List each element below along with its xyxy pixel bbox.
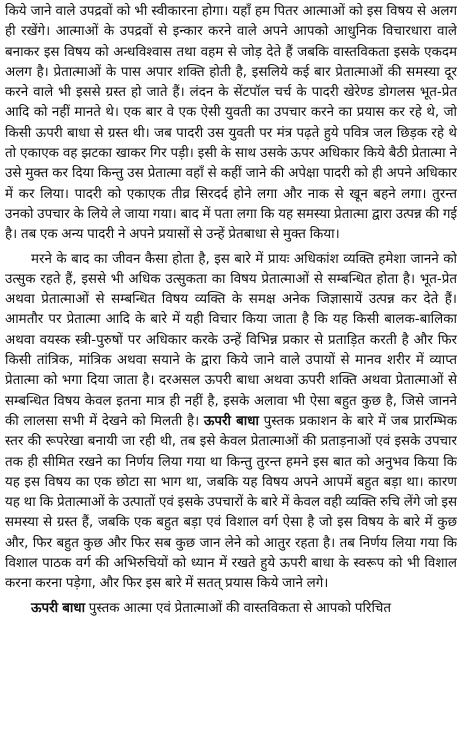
paragraph-3 <box>5 599 457 619</box>
book-page <box>5 2 457 733</box>
paragraph-1 <box>5 2 457 246</box>
paragraph-2 <box>5 250 457 595</box>
book-title-upari-badha: ऊपरी बाधा <box>203 413 259 429</box>
book-title-upari-badha-2: ऊपरी बाधा <box>31 600 86 616</box>
paragraph-1-text: किये जाने वाले उपद्रवों को भी स्वीकारना होगा। यहाँ हम पितर आत्माओं को इस विषय से अलग ही रखेंगे। आत्माओं के उपद्रवों से इन्कार करने वाले अपने आपको आधुनिक विचारधारा वाले बनाकर इस विषय को अन्धविश्वास तथा वहम से जोड़ देते हैं जबकि वास्तविकता इसके एकदम अलग है। प्रेतात्माओं के पास अपार शक्ति होती है, इसलिये कई बार प्रेतात्माओं की समस्या दूर करने वाले भी इससे ग्रस्त हो जाते हैं। लंदन के सेंटपॉल चर्च के पादरी खेरेण्ड डोगलस भूत-प्रेत आदि को नहीं मानते थे। एक बार वे एक ऐसी युवती का उपचार करने का प्रयास कर रहे थे, जो किसी ऊपरी बाधा से ग्रस्त थी। जब पादरी उस युवती पर मंत्र पढ़ते हुये पवित्र जल छिड़क रहे थे तो एकाएक वह झटका खाकर गिर पड़ी। इसी के साथ उसके ऊपर अधिकार किये बैठी प्रेतात्मा ने उसे मुक्त कर दिया किन्तु उस प्रेतात्मा वहाँ से कहीं जाने की अपेक्षा पादरी को ही अपने अधिकार में कर लिया। पादरी को एकाएक तीव्र सिरदर्द होने लगा और नाक से खून बहने लगा। तुरन्त उनको उपचार के लिये ले जाया गया। बाद में पता लगा कि यह समस्या प्रेतात्मा द्वारा उत्पन्न की गई है। तब एक अन्य पादरी ने अपने प्रयासों से उन्हें प्रेतबाधा से मुक्त किया। <box>5 4 457 243</box>
paragraph-2-text-b: पुस्तक प्रकाशन के बारे में जब प्रारम्भिक स्तर की रूपरेखा बनायी जा रही थी, तब इसे केवल प्रेतात्माओं की प्रताड़नाओं एवं इसके उपचार तक ही सीमित रखने का निर्णय लिया गया था किन्तु तुरन्त हमने इस बात को अनुभव किया कि यह इस विषय का एक छोटा सा भाग था, जबकि यह विषय अपने आपमें बहुत बड़ा था। कारण यह था कि प्रेतात्माओं के उत्पातों एवं इसके उपचारों के बारे में केवल वही व्यक्ति रुचि लेंगे जो इस समस्या से ग्रस्त हैं, जबकि एक बहुत बड़ा एवं विशाल वर्ग ऐसा है जो इस विषय के बारे में कुछ और, फिर बहुत कुछ और फिर सब कुछ जान लेने को आतुर रहता है। तब निर्णय लिया गया कि विशाल पाठक वर्ग की अभिरुचियों को ध्यान में रखते हुये ऊपरी बाधा के स्वरूप को भी विशाल करना करना पड़ेगा, और फिर इस बारे में सतत् प्रयास किये जाने लगे। <box>5 413 457 592</box>
paragraph-2-text-a: मरने के बाद का जीवन कैसा होता है, इस बारे में प्रायः अधिकांश व्यक्ति हमेशा जानने को उत्सुक रहते हैं, इससे भी अधिक उत्सुकता का विषय प्रेतात्माओं से सम्बन्धित होता है। भूत-प्रेत अथवा प्रेतात्माओं से सम्बन्धित विषय व्यक्ति के समक्ष अनेक जिज्ञासायें उत्पन्न कर देते हैं। आमतौर पर प्रेतात्मा आदि के बारे में यही विचार किया जाता है कि यह किसी बालक-बालिका अथवा वयस्क स्त्री-पुरुषों पर अधिकार करके उन्हें विभिन्न प्रकार से प्रताड़ित करती है और फिर किसी तांत्रिक, मांत्रिक अथवा सयाने के द्वारा किये जाने वाले उपायों से मानव शरीर में व्याप्त प्रेतात्मा को भगा दिया जाता है। दरअसल ऊपरी बाधा अथवा ऊपरी शक्ति अथवा प्रेतात्माओं से सम्बन्धित विषय केवल इतना मात्र ही नहीं है, इसके अलावा भी ऐसा बहुत कुछ है, जिसे जानने की लालसा सभी में देखने को मिलती है। <box>5 251 457 429</box>
paragraph-3-text: पुस्तक आत्मा एवं प्रेतात्माओं की वास्तविकता से आपको परिचित <box>85 600 392 616</box>
